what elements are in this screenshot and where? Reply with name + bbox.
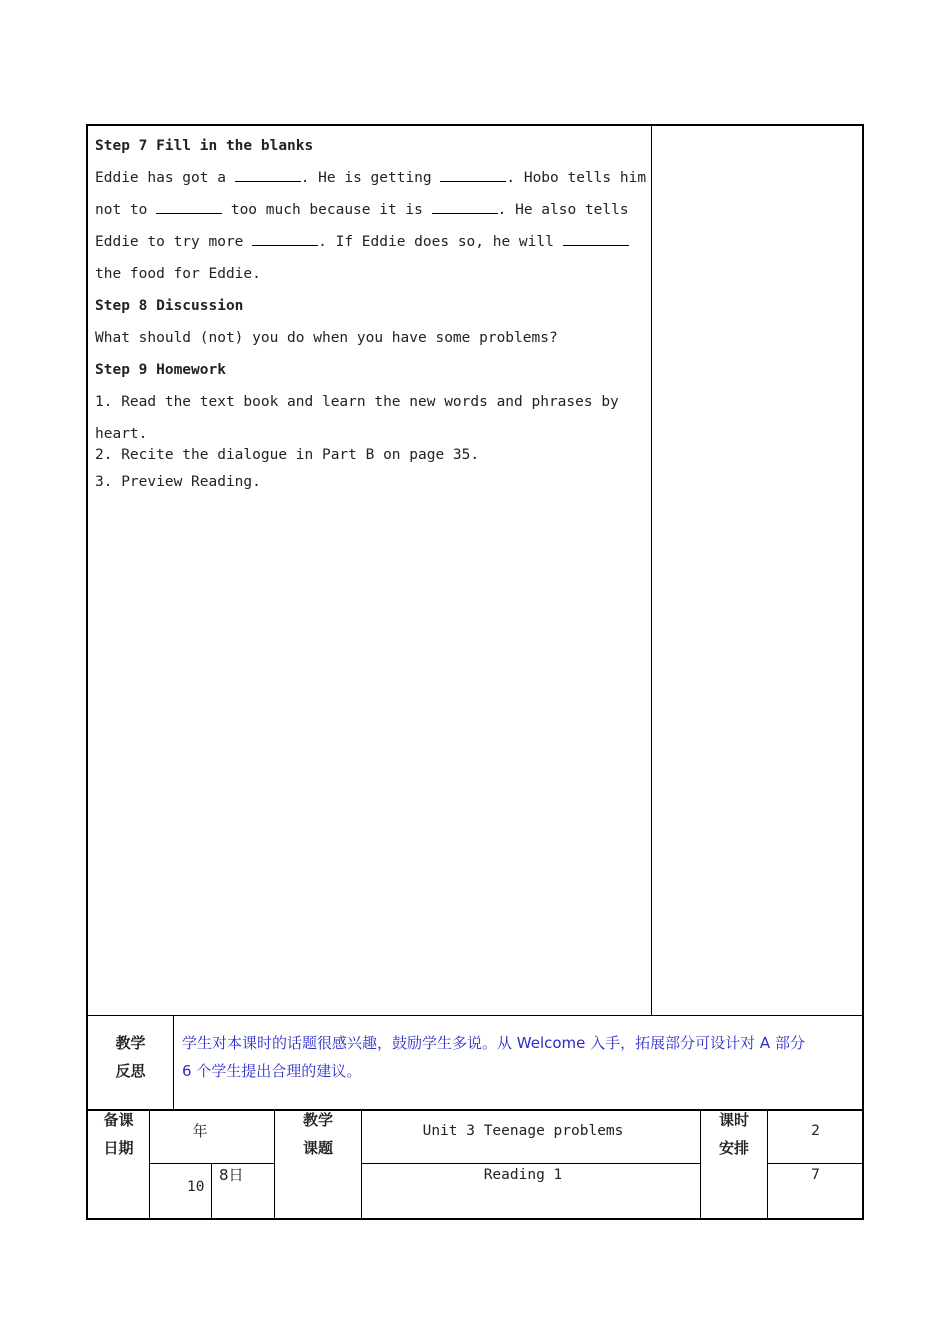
- period-label: [701, 1106, 767, 1162]
- lesson-topic: Unit 3 Teenage problems: [422, 1123, 624, 1139]
- step8-title: Step 8 Discussion: [95, 298, 244, 314]
- step8-question: What should (not) you do when you have some problems?: [95, 330, 558, 346]
- footer-date-split-h: [149, 1163, 275, 1164]
- blank-line: [156, 201, 222, 214]
- table-border-right: [862, 124, 864, 1220]
- reflection-text-line-1: 学生对本课时的话题很感兴趣，鼓励学生多说。从 Welcome 入手，拓展部分可设计对 A 部分: [182, 1034, 805, 1052]
- reflection-label-top: 教学: [115, 1034, 146, 1052]
- fill-text: . Hobo tells him: [506, 170, 647, 186]
- fill-text: . If Eddie does so, he will: [318, 234, 563, 250]
- reflection-text-line-2: 6 个学生提出合理的建议。: [182, 1062, 362, 1080]
- blank-line: [252, 233, 318, 246]
- fill-text: . He is getting: [300, 170, 441, 186]
- prep-date-label: [88, 1106, 149, 1162]
- step9-title: Step 9 Homework: [95, 362, 226, 378]
- period-number: 7: [811, 1167, 820, 1183]
- topic-label-bottom: 课题: [302, 1139, 333, 1157]
- fill-line-1: [95, 169, 646, 187]
- prep-date-label-top: 备课: [103, 1111, 134, 1129]
- period-total: 2: [811, 1123, 820, 1139]
- prep-day: 8日: [219, 1166, 244, 1184]
- topic-label-top: 教学: [302, 1111, 333, 1129]
- period-label-bottom: 安排: [718, 1139, 749, 1157]
- blank-line: [432, 201, 498, 214]
- homework-item-2: 2. Recite the dialogue in Part B on page 35.: [95, 447, 480, 463]
- reflection-label: [88, 1029, 173, 1085]
- fill-text: too much because it is: [222, 202, 432, 218]
- footer-topic-split-h: [361, 1163, 701, 1164]
- prep-month: 10: [187, 1179, 205, 1195]
- fill-text: Eddie to try more: [95, 234, 253, 250]
- fill-text: not to: [95, 202, 157, 218]
- prep-date-label-bottom: 日期: [103, 1139, 134, 1157]
- step7-title: Step 7 Fill in the blanks: [95, 138, 314, 154]
- lesson-subtopic: Reading 1: [483, 1167, 563, 1183]
- reflection-label-bottom: 反思: [115, 1062, 146, 1080]
- reflection-top-line: [86, 1015, 864, 1016]
- period-label-top: 课时: [718, 1111, 749, 1129]
- footer-date-split-v: [211, 1163, 212, 1219]
- fill-line-4: the food for Eddie.: [95, 266, 261, 282]
- content-column-divider: [651, 124, 652, 1016]
- prep-year: 年: [192, 1122, 208, 1140]
- fill-line-2: [95, 201, 629, 219]
- reflection-label-divider: [173, 1015, 174, 1110]
- topic-label: [275, 1106, 361, 1162]
- blank-line: [440, 169, 506, 182]
- fill-text: . He also tells: [497, 202, 629, 218]
- fill-text: Eddie has got a: [95, 170, 235, 186]
- table-border-bottom: [86, 1218, 864, 1220]
- homework-item-3: 3. Preview Reading.: [95, 474, 261, 490]
- blank-line: [563, 233, 629, 246]
- homework-item-1-cont: heart.: [95, 426, 148, 442]
- table-border-top: [86, 124, 864, 126]
- blank-line: [235, 169, 301, 182]
- fill-line-3: [95, 233, 629, 251]
- homework-item-1: 1. Read the text book and learn the new words and phrases by: [95, 394, 619, 410]
- footer-period-split-h: [767, 1163, 863, 1164]
